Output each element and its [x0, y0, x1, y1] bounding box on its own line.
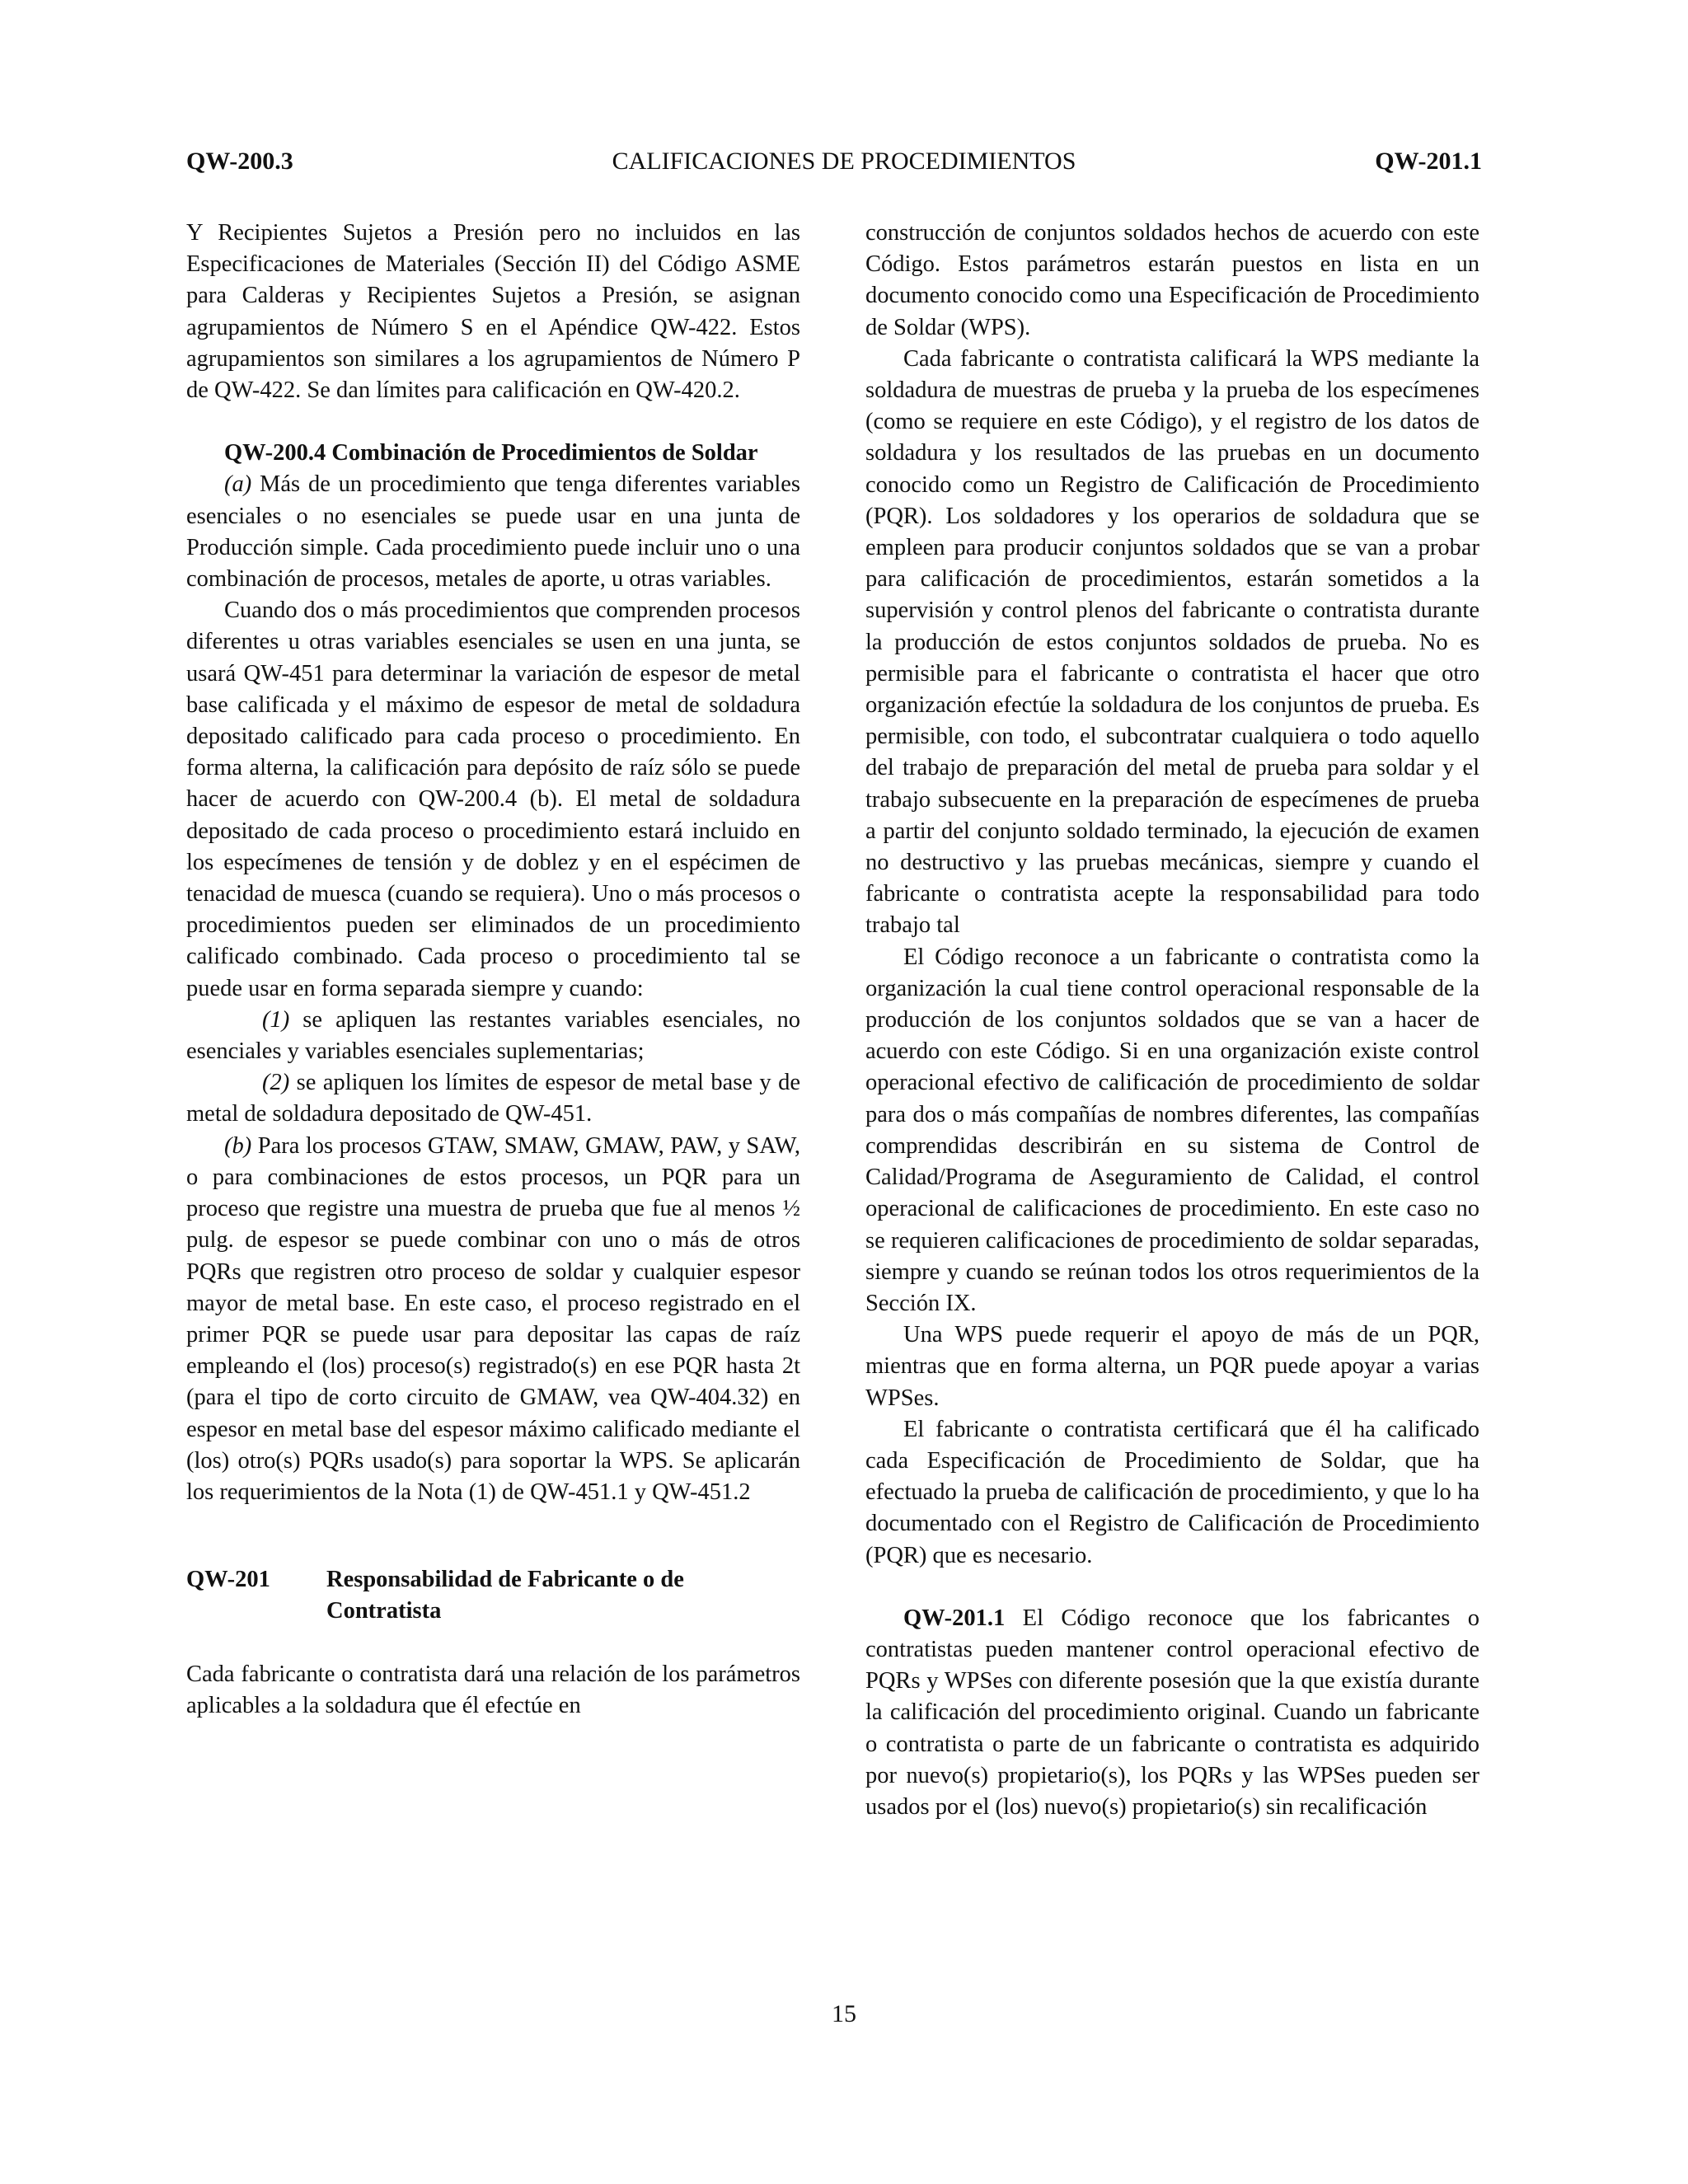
- item-1-label: (1): [262, 1006, 290, 1033]
- paragraph-item-1: [186, 1005, 800, 1067]
- paragraph-certificara: El fabricante o contratista certificará que él ha calificado cada Especificación de Procedimiento de Soldar, que ha efectuado la prueba de calificación de procedimiento, y que lo ha documentado con el Registro de Calificación de Procedimiento (PQR) que es necesario.: [865, 1416, 1479, 1568]
- item-b-label: (b): [224, 1132, 252, 1159]
- paragraph-construccion: construcción de conjuntos soldados hechos de acuerdo con este Código. Estos parámetros estarán puestos en lista en un documento conocido como una Especificación de Procedimiento de Soldar (WPS).: [865, 220, 1479, 340]
- paragraph-item-2: [186, 1067, 800, 1130]
- paragraph-qw-201-1: [865, 1603, 1479, 1823]
- page-number: 15: [832, 2000, 856, 2027]
- running-header-title: CALIFICACIONES DE PROCEDIMIENTOS: [612, 148, 1076, 175]
- section-heading-qw-201: [186, 1564, 800, 1627]
- section-number: QW-201: [186, 1567, 270, 1593]
- section-title: Responsabilidad de Fabricante o de Contratista: [326, 1567, 684, 1624]
- paragraph-calificara: Cada fabricante o contratista calificará la WPS mediante la soldadura de muestras de prueba y la prueba de los especímenes (como se requiere en este Código), y el registro de los datos de soldadura y los resultados de las pruebas en un documento conocido como un Registro de Calificación de Procedimiento (PQR). Los soldadores y los operarios de soldadura que se empleen para producir conjuntos soldados que se van a probar para calificación de procedimientos, estarán sometidos a la supervisión y control plenos del fabricante o contratista durante la producción de estos conjuntos soldados de prueba. No es permisible para el fabricante o contratista el hacer que otro organización efectúe la soldadura de los conjuntos de prueba. Es permisible, con todo, el subcontratar cualquiera o todo aquello del trabajo de preparación del metal de prueba para soldar y el trabajo subsecuente en la preparación de especímenes de prueba a partir del conjunto soldado terminado, la ejecución de examen no destructivo y las pruebas mecánicas, siempre y cuando el fabricante o contratista acepte la responsabilidad para todo trabajo tal: [865, 345, 1479, 939]
- qw-201-1-label: QW-201.1: [903, 1605, 1006, 1631]
- item-1-text: se apliquen las restantes variables esenciales, no esenciales y variables esenciales suplementarias;: [186, 1006, 800, 1065]
- paragraph-codigo-reconoce: El Código reconoce a un fabricante o contratista como la organización la cual tiene control operacional responsable de la producción de los conjuntos soldados que se van a hacer de acuerdo con este Código. Si en una organización existe control operacional efectivo de calificación de procedimiento de soldar para dos o más compañías de nombres diferentes, las compañías comprendidas describirán en su sistema de Control de Calidad/Programa de Aseguramiento de Calidad, el control operacional de calificaciones de procedimiento. En este caso no se requieren calificaciones de procedimiento de soldar separadas, siempre y cuando se reúnan todos los otros requerimientos de la Sección IX.: [865, 944, 1479, 1316]
- left-column: [186, 218, 800, 1722]
- section-heading-qw-200-4: QW-200.4 Combinación de Procedimientos de Soldar: [224, 440, 758, 466]
- item-b-text: Para los procesos GTAW, SMAW, GMAW, PAW, y SAW, o para combinaciones de estos procesos, un PQR para un proceso que registre una muestra de prueba que fue al menos ½ pulg. de espesor se puede combinar con uno o más de otros PQRs que registren otro proceso de soldar y cualquier espesor mayor de metal base. En este caso, el proceso registrado en el primer PQR se puede usar para depositar las capas de raíz empleando el (los) proceso(s) registrado(s) en ese PQR hasta 2t (para el tipo de corto circuito de GMAW, vea QW-404.32) en espesor en metal base del espesor máximo calificado mediante el (los) otro(s) PQRs usado(s) para soportar la WPS. Se aplicarán los requerimientos de la Nota (1) de QW-451.1 y QW-451.2: [186, 1132, 800, 1505]
- item-a-label: (a): [224, 471, 252, 498]
- paragraph-cada-fabricante: Cada fabricante o contratista dará una relación de los parámetros aplicables a la soldadura que él efectúe en: [186, 1661, 800, 1718]
- item-a-text: Más de un procedimiento que tenga diferentes variables esenciales o no esenciales se puede usar en una junta de Producción simple. Cada procedimiento puede incluir uno o una combinación de procesos, metales de aporte, u otras variables.: [186, 471, 800, 593]
- paragraph-item-b: [186, 1131, 800, 1508]
- paragraph-wps-apoyo: Una WPS puede requerir el apoyo de más de un PQR, mientras que en forma alterna, un PQR puede apoyar a varias WPSes.: [865, 1322, 1479, 1411]
- paragraph-cuando: Cuando dos o más procedimientos que comprenden procesos diferentes u otras variables esenciales se usen en una junta, se usará QW-451 para determinar la variación de espesor de metal base calificada y el máximo de espesor de metal de soldadura depositado calificado para cada proceso o procedimiento. En forma alterna, la calificación para depósito de raíz sólo se puede hacer de acuerdo con QW-200.4 (b). El metal de soldadura depositado de cada proceso o procedimiento estará incluido en los especímenes de tensión y de doblez y en el espécimen de tenacidad de muesca (cuando se requiera). Uno o más procesos o procedimientos pueden ser eliminados de un procedimiento calificado combinado. Cada proceso o procedimiento tal se puede usar en forma separada siempre y cuando:: [186, 598, 800, 1001]
- running-header-right: QW-201.1: [1375, 148, 1482, 175]
- item-2-text: se apliquen los límites de espesor de metal base y de metal de soldadura depositado de QW-451.: [186, 1070, 800, 1127]
- right-column: [865, 218, 1479, 1823]
- running-header-left: QW-200.3: [186, 148, 293, 175]
- paragraph-s-numbers: Y Recipientes Sujetos a Presión pero no incluidos en las Especificaciones de Materiales (Sección II) del Código ASME para Calderas y Recipientes Sujetos a Presión, se asignan agrupamientos de Número S en el Apéndice QW-422. Estos agrupamientos son similares a los agrupamientos de Número P de QW-422. Se dan límites para calificación en QW-420.2.: [186, 220, 800, 404]
- item-2-label: (2): [262, 1070, 290, 1096]
- paragraph-item-a: [186, 469, 800, 595]
- qw-201-1-text: El Código reconoce que los fabricantes o contratistas pueden mantener control operacional efectivo de PQRs y WPSes con diferente posesión que la que existía durante la calificación del procedimiento original. Cuando un fabricante o contratista o parte de un fabricante o contratista es adquirido por nuevo(s) propietario(s), los PQRs y las WPSes pueden ser usados por el (los) nuevo(s) propietario(s) sin recalificación: [865, 1605, 1479, 1820]
